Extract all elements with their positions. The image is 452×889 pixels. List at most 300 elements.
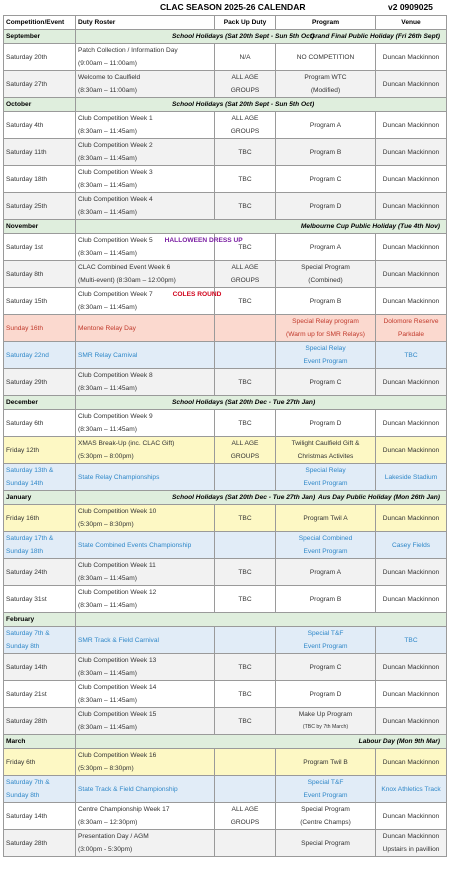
event-row [4, 44, 447, 71]
venue-line-1: Duncan Mackinnon [382, 243, 440, 251]
event-date: Saturday 29th [6, 378, 48, 386]
packup-cell [215, 681, 276, 708]
duty-title-line [78, 261, 212, 274]
duty-roster-cell [76, 112, 215, 139]
venue-cell [376, 315, 447, 342]
program-cell [276, 234, 376, 261]
packup-cell [215, 505, 276, 532]
duty-title: State Track & Field Championship [78, 785, 178, 793]
duty-roster-cell [76, 654, 215, 681]
event-date: Saturday 20th [6, 53, 48, 61]
event-date: Friday 6th [6, 758, 36, 766]
venue-line-1: Duncan Mackinnon [382, 717, 440, 725]
packup-line-2: GROUPS [230, 128, 260, 135]
duty-title: Club Competition Week 13 [78, 657, 157, 664]
duty-title-line [78, 586, 212, 599]
event-row [4, 139, 447, 166]
venue-cell [376, 437, 447, 464]
packup-cell [215, 71, 276, 98]
month-name: November [4, 220, 76, 234]
event-date-cell [4, 44, 76, 71]
program-line-1: Special Relay [305, 345, 346, 352]
program-line-1: Special T&F [307, 630, 344, 637]
packup-cell [215, 112, 276, 139]
duty-title-line [78, 369, 212, 382]
packup-line-1: TBC [238, 595, 252, 603]
program-line-2: Event Program [303, 792, 348, 799]
duty-time: (8:30am – 11:45am) [78, 304, 137, 311]
month-name: January [4, 491, 76, 505]
duty-title: Club Competition Week 11 [78, 562, 156, 569]
event-date-cell [4, 234, 76, 261]
event-date: Saturday 27th [6, 80, 48, 88]
packup-cell [215, 166, 276, 193]
packup-cell [215, 288, 276, 315]
event-date-2: Sunday 8th [6, 792, 40, 799]
event-date-cell [4, 681, 76, 708]
duty-title: Club Competition Week 4 [78, 196, 153, 203]
duty-time: (8:30am – 11:45am) [78, 426, 137, 433]
duty-time: (8:30am – 11:45am) [78, 602, 137, 609]
program-line-2: Event Program [303, 358, 348, 365]
event-row [4, 776, 447, 803]
month-name: February [4, 613, 76, 627]
event-date-cell [4, 654, 76, 681]
venue-cell [376, 830, 447, 857]
event-row [4, 505, 447, 532]
packup-line-2: GROUPS [230, 87, 260, 94]
venue-cell [376, 627, 447, 654]
event-date-cell [4, 315, 76, 342]
duty-roster-cell [76, 776, 215, 803]
duty-title-line [78, 410, 212, 423]
event-date-cell [4, 586, 76, 613]
event-row [4, 681, 447, 708]
program-line-1: Make Up Program [298, 711, 353, 718]
venue-line-1: Duncan Mackinnon [382, 690, 440, 698]
venue-cell [376, 559, 447, 586]
event-date-cell [4, 505, 76, 532]
duty-title: Club Competition Week 9 [78, 413, 153, 420]
program-cell [276, 166, 376, 193]
title-bar [0, 2, 452, 15]
month-note-cell [76, 735, 447, 749]
program-cell [276, 803, 376, 830]
duty-title-line [78, 112, 212, 125]
event-date-cell [4, 749, 76, 776]
duty-roster-cell [76, 139, 215, 166]
duty-roster-cell [76, 288, 222, 315]
duty-title: Club Competition Week 5 [78, 237, 153, 244]
program-line-1: Program A [309, 121, 342, 129]
program-line-2: Event Program [303, 548, 348, 555]
duty-time: (8:30am – 11:45am) [78, 128, 137, 135]
packup-line-1: TBC [238, 243, 252, 251]
event-date-cell [4, 830, 76, 857]
packup-line-1: ALL AGE [231, 264, 259, 271]
venue-cell [376, 288, 447, 315]
month-note-wrap [78, 30, 444, 43]
venue-line-1: Duncan Mackinnon [382, 833, 440, 840]
event-row [4, 112, 447, 139]
program-line-1: Program D [309, 202, 342, 210]
col-header-venue: Venue [376, 16, 447, 30]
event-tag: HALLOWEEN DRESS UP [164, 237, 243, 244]
duty-title-line [78, 830, 212, 843]
duty-roster-cell [76, 166, 215, 193]
program-cell [276, 559, 376, 586]
duty-title-line [78, 234, 243, 247]
event-date: Sunday 16th [6, 324, 44, 332]
packup-cell [215, 654, 276, 681]
packup-cell [215, 627, 276, 654]
venue-cell [376, 708, 447, 735]
duty-title-line [78, 681, 212, 694]
program-line-1: Special Relay program [292, 318, 359, 325]
program-line-2: (Combined) [308, 277, 343, 284]
month-row [4, 98, 447, 112]
packup-line-1: TBC [238, 690, 252, 698]
program-cell [276, 437, 376, 464]
duty-title-line [78, 559, 212, 572]
month-note-cell [76, 491, 447, 505]
duty-roster-cell [76, 803, 215, 830]
program-line-1: Program A [309, 243, 342, 251]
program-line-1: Twilight Caulfield Gift & [291, 440, 360, 447]
program-cell [276, 193, 376, 220]
packup-line-2: GROUPS [230, 277, 260, 284]
event-date-cell [4, 166, 76, 193]
program-line-1: Program C [309, 663, 342, 671]
program-line-2: Event Program [303, 643, 348, 650]
program-line-1: Program C [309, 378, 342, 386]
event-date-cell [4, 139, 76, 166]
duty-title-line [78, 288, 222, 301]
venue-line-1: Duncan Mackinnon [382, 446, 440, 454]
event-row [4, 193, 447, 220]
duty-roster-cell [76, 559, 215, 586]
venue-line-1: Duncan Mackinnon [382, 514, 440, 522]
venue-cell [376, 166, 447, 193]
packup-cell [215, 369, 276, 396]
venue-cell [376, 654, 447, 681]
duty-title: Club Competition Week 16 [78, 752, 157, 759]
venue-line-1: Dolomore Reserve [383, 318, 439, 325]
venue-line-1: Duncan Mackinnon [382, 121, 440, 129]
packup-cell [215, 315, 276, 342]
duty-title: Club Competition Week 2 [78, 142, 153, 149]
duty-title: Patch Collection / Information Day [78, 47, 178, 54]
event-date: Saturday 25th [6, 202, 48, 210]
packup-line-1: ALL AGE [231, 806, 259, 813]
venue-cell [376, 369, 447, 396]
duty-roster-cell [76, 71, 215, 98]
duty-title-line [78, 634, 212, 647]
program-line-1: Program D [309, 690, 342, 698]
duty-title: XMAS Break-Up (inc. CLAC Gift) [78, 440, 175, 447]
duty-title-line [78, 708, 212, 721]
duty-roster-cell [76, 261, 215, 288]
event-date: Saturday 15th [6, 297, 48, 305]
program-cell [276, 627, 376, 654]
program-cell [276, 586, 376, 613]
program-cell [276, 261, 376, 288]
program-line-1: Program Twil B [303, 758, 348, 766]
duty-time: (8:30am – 12:30pm) [78, 819, 138, 826]
program-cell [276, 112, 376, 139]
month-name: March [4, 735, 76, 749]
program-cell [276, 369, 376, 396]
event-date-cell [4, 71, 76, 98]
venue-cell [376, 410, 447, 437]
page-title: CLAC SEASON 2025-26 CALENDAR [160, 2, 306, 12]
packup-line-1: ALL AGE [231, 440, 259, 447]
packup-cell [215, 437, 276, 464]
venue-line-1: Casey Fields [391, 541, 431, 549]
duty-time: (9:00am – 11:00am) [78, 60, 137, 67]
duty-title: Club Competition Week 3 [78, 169, 153, 176]
event-row [4, 315, 447, 342]
col-header-duty: Duty Roster [76, 16, 215, 30]
venue-cell [376, 193, 447, 220]
event-date: Saturday 31st [6, 595, 47, 603]
col-header-event: Competition/Event [4, 16, 76, 30]
public-holiday-note: Melbourne Cup Public Holiday (Tue 4th Nov) [300, 223, 440, 230]
program-line-1: Special Program [301, 806, 350, 813]
duty-title: Presentation Day / AGM [78, 833, 149, 840]
venue-line-1: Knox Athletics Track [381, 785, 441, 793]
event-date-cell [4, 112, 76, 139]
event-date-cell [4, 627, 76, 654]
venue-line-1: Duncan Mackinnon [382, 812, 440, 820]
event-date: Saturday 24th [6, 568, 48, 576]
public-holiday-note: Labour Day (Mon 9th Mar) [358, 738, 440, 745]
duty-title-line [78, 783, 212, 796]
duty-title: Club Competition Week 10 [78, 508, 157, 515]
venue-line-1: Duncan Mackinnon [382, 53, 440, 61]
duty-roster-cell [76, 193, 215, 220]
public-holiday-note: Aus Day Public Holiday (Mon 26th Jan) [317, 494, 440, 501]
packup-cell [215, 193, 276, 220]
event-date: Saturday 11th [6, 148, 47, 156]
month-row [4, 220, 447, 234]
packup-line-1: TBC [238, 717, 252, 725]
packup-line-1: ALL AGE [231, 74, 259, 81]
event-row [4, 261, 447, 288]
venue-line-1: Duncan Mackinnon [382, 758, 440, 766]
duty-title-line [78, 749, 212, 762]
venue-line-1: Duncan Mackinnon [382, 270, 440, 278]
duty-title: SMR Track & Field Carnival [78, 636, 159, 644]
event-date-2: Sunday 8th [6, 643, 40, 650]
program-cell [276, 681, 376, 708]
program-line-1: Program B [309, 297, 342, 305]
duty-title: State Relay Championships [78, 473, 160, 481]
event-date: Saturday 6th [6, 419, 44, 427]
duty-title: Club Competition Week 14 [78, 684, 157, 691]
event-row [4, 654, 447, 681]
packup-cell [215, 410, 276, 437]
school-holiday-note: School Holidays (Sat 20th Dec - Tue 27th Jan) [172, 494, 316, 501]
packup-line-1: N/A [239, 53, 251, 61]
school-holiday-note: School Holidays (Sat 20th Sept - Sun 5th Oct) [172, 101, 315, 108]
event-date: Saturday 8th [6, 270, 44, 278]
duty-roster-cell [76, 505, 215, 532]
venue-line-1: Duncan Mackinnon [382, 419, 440, 427]
program-line-2: (Modified) [310, 87, 341, 94]
duty-time: (8:30am – 11:00am) [78, 87, 137, 94]
event-date: Saturday 4th [6, 121, 44, 129]
venue-line-1: Lakeside Stadium [384, 473, 438, 481]
program-line-1: Program D [309, 419, 342, 427]
program-cell [276, 776, 376, 803]
duty-title-line [78, 139, 212, 152]
month-row [4, 491, 447, 505]
duty-title-line [78, 322, 212, 335]
program-cell [276, 505, 376, 532]
event-date: Friday 12th [6, 446, 39, 454]
event-date-cell [4, 776, 76, 803]
duty-time: (8:30am – 11:45am) [78, 670, 137, 677]
program-line-1: Program C [309, 175, 342, 183]
venue-cell [376, 71, 447, 98]
packup-cell [215, 44, 276, 71]
packup-cell [215, 532, 276, 559]
event-row [4, 532, 447, 559]
event-row [4, 749, 447, 776]
duty-title: CLAC Combined Event Week 6 [78, 264, 171, 271]
event-date: Saturday 1st [6, 243, 44, 251]
program-line-1: Special Combined [298, 535, 353, 542]
version-label: v2 0909025 [388, 2, 433, 12]
event-row [4, 437, 447, 464]
calendar-table [3, 15, 447, 857]
event-tag: COLES ROUND [172, 291, 222, 298]
event-date-cell [4, 410, 76, 437]
month-row [4, 613, 447, 627]
packup-line-1: TBC [238, 514, 252, 522]
event-date-cell [4, 193, 76, 220]
event-date: Saturday 22nd [6, 351, 49, 359]
program-line-1: Program B [309, 148, 342, 156]
month-note-cell [76, 396, 447, 410]
packup-line-1: TBC [238, 378, 252, 386]
col-header-packup: Pack Up Duty [215, 16, 276, 30]
event-date-2: Sunday 14th [6, 480, 44, 487]
venue-cell [376, 681, 447, 708]
public-holiday-note: Grand Final Public Holiday (Fri 26th Sept) [309, 33, 440, 40]
venue-cell [376, 464, 447, 491]
duty-title: Club Competition Week 8 [78, 372, 153, 379]
program-cell [276, 71, 376, 98]
month-name: September [4, 30, 76, 44]
duty-time: (8:30am – 11:45am) [78, 575, 137, 582]
program-line-2: Event Program [303, 480, 348, 487]
program-line-2: Christmas Activites [297, 453, 354, 460]
duty-title: Club Competition Week 12 [78, 589, 157, 596]
packup-line-2: GROUPS [230, 453, 260, 460]
program-line-1: Special Program [301, 839, 350, 847]
venue-cell [376, 139, 447, 166]
duty-title: Club Competition Week 7 [78, 291, 153, 298]
packup-cell [215, 342, 276, 369]
month-row [4, 735, 447, 749]
duty-roster-cell [76, 342, 215, 369]
month-note-cell [76, 220, 447, 234]
event-row [4, 464, 447, 491]
packup-cell [215, 139, 276, 166]
program-cell [276, 532, 376, 559]
duty-time: (5:30pm – 8:00pm) [78, 453, 134, 460]
month-note-wrap [78, 735, 444, 748]
duty-roster-cell [76, 830, 215, 857]
packup-line-1: ALL AGE [231, 115, 259, 122]
school-holiday-note: School Holidays (Sat 20th Sept - Sun 5th Oct) [172, 33, 315, 40]
venue-cell [376, 803, 447, 830]
event-date: Saturday 28th [6, 717, 48, 725]
program-cell [276, 44, 376, 71]
venue-line-1: Duncan Mackinnon [382, 202, 440, 210]
program-line-1: Special Program [301, 264, 350, 271]
packup-line-1: TBC [238, 148, 252, 156]
month-note-cell [76, 98, 447, 112]
venue-cell [376, 586, 447, 613]
duty-time: (5:30pm – 8:30pm) [78, 765, 134, 772]
month-note-wrap [78, 220, 444, 233]
duty-time: (Multi-event) (8:30am – 12:00pm) [78, 277, 176, 284]
duty-title-line [78, 437, 212, 450]
packup-line-1: TBC [238, 419, 252, 427]
program-cell [276, 654, 376, 681]
venue-line-1: Duncan Mackinnon [382, 175, 440, 183]
duty-roster-cell [76, 234, 243, 261]
event-date: Saturday 7th & [6, 779, 50, 786]
event-row [4, 708, 447, 735]
duty-title-line [78, 539, 212, 552]
venue-cell [376, 44, 447, 71]
month-name: October [4, 98, 76, 112]
packup-line-1: TBC [238, 202, 252, 210]
duty-title: Club Competition Week 1 [78, 115, 153, 122]
event-date-cell [4, 559, 76, 586]
duty-title: Mentone Relay Day [78, 324, 136, 332]
venue-cell [376, 112, 447, 139]
packup-cell [215, 803, 276, 830]
venue-line-1: Duncan Mackinnon [382, 378, 440, 386]
program-line-1: Special Relay [305, 467, 346, 474]
venue-cell [376, 776, 447, 803]
duty-roster-cell [76, 586, 215, 613]
program-cell [276, 288, 376, 315]
packup-line-1: TBC [238, 297, 252, 305]
duty-roster-cell [76, 410, 215, 437]
packup-cell [215, 464, 276, 491]
event-row [4, 342, 447, 369]
duty-title-line [78, 71, 212, 84]
event-row [4, 830, 447, 857]
duty-roster-cell [76, 708, 215, 735]
duty-title-line [78, 803, 212, 816]
event-date-cell [4, 261, 76, 288]
duty-title-line [78, 654, 212, 667]
packup-line-1: TBC [238, 663, 252, 671]
event-date: Saturday 28th [6, 839, 48, 847]
packup-cell [215, 261, 276, 288]
duty-time: (8:30am – 11:45am) [78, 182, 137, 189]
duty-roster-cell [76, 749, 215, 776]
duty-time: (8:30am – 11:45am) [78, 250, 137, 257]
program-cell [276, 464, 376, 491]
